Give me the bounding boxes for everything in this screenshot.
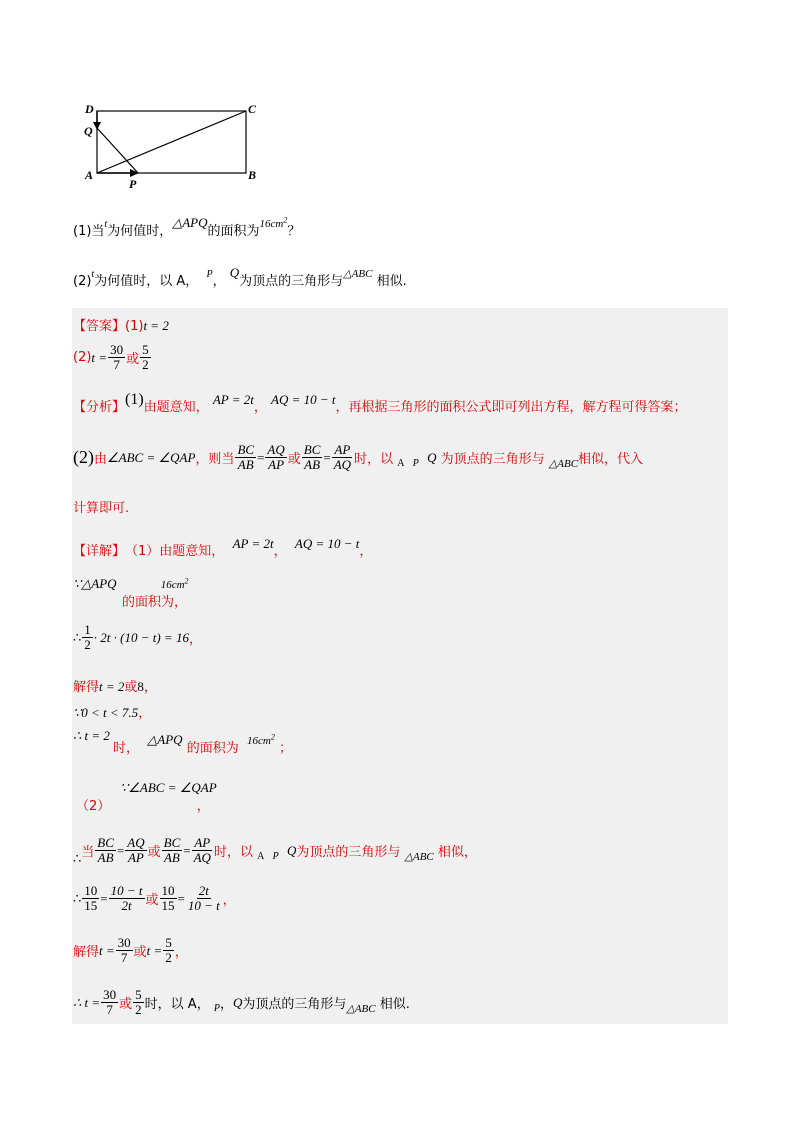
- label-d: D: [85, 102, 94, 116]
- q1-value: 16cm: [259, 218, 284, 230]
- frac-den: AQ: [333, 457, 352, 473]
- analysis-frac-aq-ap: [265, 443, 286, 473]
- detail-l6d: 的面积为: [186, 741, 239, 756]
- detail-line-1: [73, 535, 373, 559]
- detail-line-7a: [120, 780, 217, 796]
- frac-num: AP: [194, 835, 211, 850]
- detail-frac-bc-ab: [95, 836, 116, 866]
- detail-l3c: ，: [188, 632, 202, 648]
- analysis-aq: AQ = 10 − t: [271, 391, 336, 407]
- analysis-ap: AP = 2t: [212, 391, 254, 407]
- detail-l11d: 相似.: [379, 997, 410, 1013]
- q2-mid: 为何值时，以 A，: [94, 274, 199, 289]
- detail-l10c: t =: [146, 942, 163, 958]
- analysis-frac-bc-ab: [235, 443, 256, 473]
- detail-l5b: ，: [138, 706, 152, 721]
- q1-end: ？: [287, 224, 301, 239]
- detail-line-11: [73, 988, 410, 1018]
- frac-num: BC: [163, 835, 181, 850]
- question-2: [73, 265, 407, 289]
- frac-num: 30: [103, 987, 117, 1002]
- frac-den: AP: [127, 850, 144, 866]
- answer-frac-2: [140, 343, 151, 373]
- frac-den: AP: [268, 457, 285, 473]
- frac-num: BC: [303, 442, 321, 457]
- q1-mid: 为何值时，: [107, 224, 173, 239]
- frac-num: 10 − t: [110, 883, 143, 898]
- detail-l1e: ，: [359, 544, 373, 559]
- analysis-angle: ∠ABC = ∠QAP: [107, 449, 196, 465]
- detail-l4a: 解得: [73, 680, 100, 695]
- detail-l3a: ∴: [73, 629, 82, 645]
- frac-den: 15: [84, 898, 98, 914]
- detail-l8a-pt: A: [257, 851, 265, 863]
- answer-t-eq: t =: [91, 349, 108, 365]
- detail-l8b: 当: [81, 845, 95, 861]
- detail-frac-5-2: [163, 936, 174, 966]
- detail-l6f: ；: [278, 741, 292, 756]
- q1-triangle: △APQ: [172, 215, 208, 230]
- detail-l4e: ，: [143, 680, 157, 695]
- detail-l8p-pt: P: [272, 851, 279, 863]
- frac-den: 7: [106, 1002, 113, 1018]
- answer-or: 或: [126, 352, 140, 368]
- analysis-t6: 为顶点的三角形与: [440, 452, 545, 468]
- answer-eq1: t = 2: [143, 318, 169, 333]
- frac-num: AQ: [127, 835, 145, 850]
- detail-l2b: 的面积为: [122, 595, 175, 610]
- frac-den: 2: [142, 357, 149, 373]
- analysis-t5: 时，以: [354, 452, 394, 468]
- detail-l8a: ∴: [73, 850, 82, 866]
- q2-t: t: [91, 269, 95, 280]
- detail-frac-ap-aq: [192, 836, 213, 866]
- frac-den: 10 − t: [187, 898, 220, 914]
- frac-num: BC: [237, 442, 255, 457]
- solution-panel: [72, 308, 728, 1024]
- detail-l3b: · 2t · (10 − t) = 16: [93, 629, 189, 645]
- analysis-line-3: [73, 497, 129, 516]
- analysis-p: P: [412, 458, 419, 470]
- detail-tag: 【详解】: [73, 544, 126, 559]
- frac-den: 2: [84, 637, 91, 653]
- q2-triangle: △ABC: [343, 268, 373, 280]
- detail-line-6b: [113, 732, 292, 756]
- detail-l11a: ∴ t =: [73, 994, 101, 1010]
- arrow-head-right: [130, 169, 139, 177]
- detail-line-2b: [122, 591, 187, 610]
- detail-frac-30-7: [116, 936, 133, 966]
- analysis-frac-ap-aq: [332, 443, 353, 473]
- analysis-line-2: (2) 由 ∠ABC = ∠QAP ，则当 $\frac{BC}{AB}$ = $\frac{AQ}{AP}$ 或 $\frac{BC}{AB}$ = $\frac{AP}{AQ}$ 时，以 A P Q 为顶点的三角形与 △ABC 相似，代入: [73, 442, 644, 473]
- frac-num: 1: [84, 622, 91, 637]
- frac-num: 2t: [198, 883, 209, 898]
- detail-l2c: 16cm: [160, 579, 185, 591]
- diagonal-ac: [97, 111, 246, 173]
- frac-num: AQ: [267, 442, 285, 457]
- detail-l9or: 或: [145, 893, 159, 909]
- detail-l7b: ∵∠ABC = ∠QAP: [120, 780, 217, 795]
- answer-p2: (2): [73, 350, 92, 366]
- analysis-t4: ，则当: [195, 452, 235, 468]
- answer-p1: (1): [125, 319, 144, 334]
- analysis-frac-bc-ab-2: [302, 443, 323, 473]
- detail-l7c: ，: [196, 799, 210, 814]
- detail-l11tri: △ABC: [346, 1003, 376, 1016]
- q2-suffix: 为顶点的三角形与: [239, 274, 344, 289]
- analysis-t7: 相似，代入: [578, 452, 644, 468]
- detail-l5a: ∵0 < t < 7.5: [73, 705, 139, 720]
- detail-frac-half: [82, 623, 93, 653]
- detail-frac-10mt-2t: [109, 884, 145, 914]
- detail-frac-2t-10mt: [186, 884, 222, 914]
- q1-prefix: (1)当: [73, 224, 105, 239]
- label-b: B: [248, 168, 257, 182]
- detail-l6sup: 2: [270, 732, 275, 742]
- detail-l8or: 或: [147, 845, 161, 861]
- q2-p: P: [206, 269, 213, 280]
- label-c: C: [248, 102, 257, 116]
- detail-line-6: [73, 728, 110, 750]
- answer-line-1: [73, 315, 169, 334]
- segment-qp: [97, 128, 138, 173]
- frac-den: AB: [163, 850, 180, 866]
- detail-l10b: t =: [99, 942, 115, 958]
- detail-line-9: ∴ $\frac{10}{15}$ = $\frac{10 - t}{2t}$ 或 $\frac{10}{15}$ = $\frac{2t}{10 - t}$ ，: [73, 883, 236, 914]
- frac-den: AB: [237, 457, 254, 473]
- detail-line-7: [76, 795, 210, 814]
- detail-line-2: [73, 576, 189, 592]
- detail-l7a: （2）: [76, 799, 104, 814]
- detail-l6c: △APQ: [147, 732, 183, 747]
- analysis-tri: △ABC: [548, 458, 579, 471]
- analysis-t2: ，再根据三角形的面积公式即可列出方程，解方程可得答案；: [335, 400, 687, 415]
- detail-l6b: 时，: [113, 741, 140, 756]
- detail-l4b: t = 2: [99, 679, 125, 694]
- frac-num: 10: [84, 883, 98, 898]
- frac-den: 2: [165, 950, 172, 966]
- detail-line-5: [73, 702, 151, 721]
- question-1: [73, 215, 301, 239]
- frac-num: BC: [97, 835, 114, 850]
- q2-q: Q: [229, 265, 240, 280]
- analysis-or: 或: [287, 452, 301, 468]
- q2-prefix: (2): [73, 274, 92, 289]
- q2-end: 相似.: [376, 274, 407, 289]
- frac-den: AB: [97, 850, 114, 866]
- detail-l1c: ，: [273, 544, 287, 559]
- detail-l8d: 为顶点的三角形与: [296, 845, 401, 861]
- detail-l2sup: 2: [184, 576, 189, 586]
- frac-den: 7: [113, 357, 120, 373]
- detail-frac-bc-ab-2: [162, 836, 183, 866]
- frac-num: 5: [142, 342, 149, 357]
- detail-l11or: 或: [119, 997, 133, 1013]
- detail-frac-30-7-b: [101, 988, 118, 1018]
- analysis-t1: 由题意知，: [143, 400, 209, 415]
- detail-l10or: 或: [133, 945, 147, 961]
- detail-l11c: 为顶点的三角形与: [242, 997, 347, 1013]
- detail-l9a: ∴: [73, 890, 82, 906]
- frac-num: 5: [135, 987, 142, 1002]
- detail-l10a: 解得: [73, 945, 100, 961]
- detail-l2d: ，: [174, 595, 188, 610]
- detail-l4c: 或: [124, 680, 138, 695]
- detail-l6e: 16cm: [246, 735, 271, 747]
- detail-frac-5-2-b: [133, 988, 144, 1018]
- label-a: A: [85, 168, 94, 182]
- analysis-tag: 【分析】: [73, 400, 126, 415]
- analysis-q: Q: [427, 449, 437, 465]
- frac-num: 30: [117, 935, 131, 950]
- answer-line-2: [73, 343, 152, 373]
- analysis-comma: ，: [253, 400, 267, 415]
- detail-l11b: 时，以 A，: [144, 997, 210, 1013]
- detail-line-3: [73, 623, 202, 653]
- detail-l6a: ∴ t = 2: [73, 728, 110, 743]
- detail-l1a: （1）由题意知，: [125, 544, 225, 559]
- detail-l8q-pt: Q: [286, 842, 297, 858]
- frac-den: 7: [120, 950, 128, 966]
- frac-den: 2: [135, 1002, 142, 1018]
- detail-l8c: 时，以: [213, 845, 253, 861]
- detail-l9c: ，: [222, 893, 236, 909]
- detail-l2a: ∵△APQ: [73, 576, 117, 591]
- q1-suffix: 的面积为: [207, 224, 260, 239]
- q1-sup: 2: [283, 215, 288, 225]
- frac-num: AP: [334, 442, 351, 457]
- geometry-figure: [78, 98, 278, 194]
- detail-l10d: ，: [174, 945, 188, 961]
- detail-frac-10-15: [82, 884, 99, 914]
- detail-frac-10-15-2: [160, 884, 177, 914]
- analysis-p1: (1): [125, 390, 144, 408]
- label-q: Q: [84, 124, 93, 138]
- frac-num: 10: [161, 883, 175, 898]
- frac-den: AB: [304, 457, 321, 473]
- frac-den: 2t: [121, 898, 132, 914]
- detail-l11p: P: [213, 1003, 220, 1015]
- detail-l1b: AP = 2t: [232, 535, 274, 551]
- detail-l11sep: ，: [219, 997, 233, 1013]
- frac-num: 30: [110, 342, 124, 357]
- detail-l8tri: △ABC: [404, 851, 434, 864]
- detail-l8e: 相似，: [437, 845, 477, 861]
- analysis-a: A: [397, 458, 405, 470]
- analysis-t8: 计算即可.: [73, 501, 130, 516]
- detail-line-8: ∴ 当 $\frac{BC}{AB}$ = $\frac{AQ}{AP}$ 或 $\frac{BC}{AB}$ = $\frac{AP}{AQ}$ 时，以 A P Q 为顶点的三角形与 △ABC 相似，: [73, 835, 477, 866]
- detail-l4d: 8: [137, 679, 144, 694]
- detail-l11q: Q: [232, 994, 243, 1010]
- detail-l1d: AQ = 10 − t: [294, 535, 360, 551]
- frac-den: 15: [161, 898, 175, 914]
- q1-t: t: [104, 219, 108, 230]
- answer-frac-1: [108, 343, 125, 373]
- answer-tag: 【答案】: [73, 319, 126, 334]
- analysis-t3: 由: [94, 452, 108, 468]
- frac-num: 5: [165, 935, 172, 950]
- frac-den: AQ: [193, 850, 211, 866]
- analysis-line-1: [73, 390, 687, 415]
- detail-line-10: [73, 936, 188, 966]
- label-p: P: [129, 177, 137, 191]
- q2-sep: ，: [212, 274, 226, 289]
- detail-frac-aq-ap: [125, 836, 146, 866]
- detail-line-4: [73, 676, 157, 695]
- arrow-head-down: [93, 122, 101, 130]
- analysis-p2: (2): [73, 447, 94, 468]
